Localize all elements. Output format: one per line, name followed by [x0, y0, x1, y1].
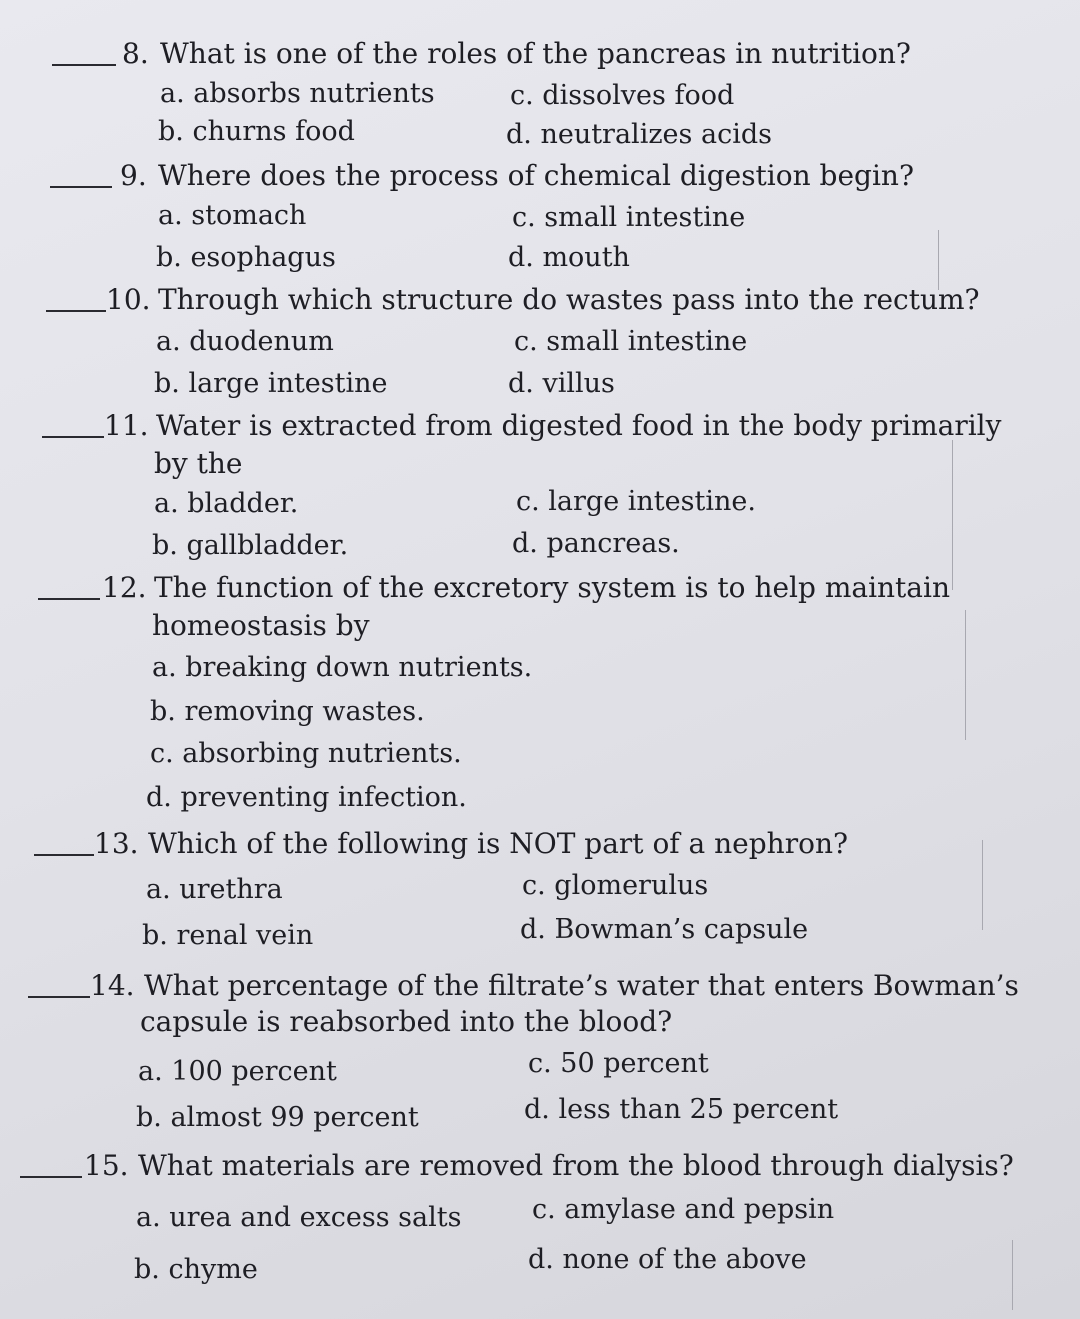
option-b: b. chyme [134, 1254, 258, 1285]
option-d: d. mouth [508, 242, 630, 273]
question-stem-continued: by the [154, 447, 243, 480]
question-11 [0, 406, 1060, 561]
question-number: 10. [106, 283, 151, 316]
question-number: 8. [122, 37, 149, 70]
option-c: c. dissolves food [510, 80, 735, 111]
question-9 [0, 156, 1060, 273]
question-stem: What is one of the roles of the pancreas in nutrition? [160, 37, 911, 70]
option-c: c. glomerulus [522, 870, 709, 901]
option-c: c. small intestine [514, 326, 748, 357]
option-d: d. villus [508, 368, 615, 399]
option-b: b. large intestine [154, 368, 388, 399]
option-c: c. amylase and pepsin [532, 1194, 835, 1225]
option-b: b. renal vein [142, 920, 314, 951]
question-8 [0, 34, 1060, 150]
option-d: d. less than 25 percent [524, 1094, 839, 1125]
option-d: d. neutralizes acids [506, 119, 772, 150]
question-stem: Where does the process of chemical digestion begin? [158, 159, 914, 192]
question-15 [0, 1146, 1060, 1285]
question-number: 11. [104, 409, 149, 442]
question-number: 12. [102, 571, 147, 604]
answer-blank-10[interactable] [46, 310, 106, 312]
option-a: a. duodenum [156, 326, 334, 357]
question-stem: Water is extracted from digested food in the body primarily [156, 409, 1002, 442]
option-b: b. removing wastes. [150, 696, 425, 727]
answer-blank-9[interactable] [50, 186, 112, 188]
option-a: a. 100 percent [138, 1056, 337, 1087]
question-14 [0, 966, 1060, 1133]
question-stem: The function of the excretory system is to help maintain [154, 571, 950, 604]
option-b: b. gallbladder. [152, 530, 349, 561]
margin-mark [965, 610, 966, 740]
option-d: d. Bowman’s capsule [520, 914, 809, 945]
question-stem-continued: capsule is reabsorbed into the blood? [140, 1005, 673, 1038]
question-number: 14. [90, 969, 135, 1002]
option-b: b. almost 99 percent [136, 1102, 419, 1133]
answer-blank-15[interactable] [20, 1176, 82, 1178]
question-number: 9. [120, 159, 147, 192]
option-a: a. urea and excess salts [136, 1202, 462, 1233]
option-a: a. stomach [158, 200, 307, 231]
option-b: b. esophagus [156, 242, 336, 273]
answer-blank-12[interactable] [38, 598, 100, 600]
question-stem: What percentage of the filtrate’s water that enters Bowman’s [144, 969, 1019, 1002]
option-c: c. small intestine [512, 202, 746, 233]
margin-mark [1012, 1240, 1013, 1310]
question-stem: Which of the following is NOT part of a nephron? [148, 827, 848, 860]
answer-blank-11[interactable] [42, 436, 104, 438]
question-number: 15. [84, 1149, 129, 1182]
option-a: a. bladder. [154, 488, 299, 519]
option-c: c. large intestine. [516, 486, 756, 517]
option-d: d. preventing infection. [146, 782, 467, 813]
option-a: a. urethra [146, 874, 283, 905]
option-d: d. none of the above [528, 1244, 807, 1275]
question-stem-continued: homeostasis by [152, 609, 370, 642]
answer-blank-8[interactable] [52, 64, 116, 66]
question-number: 13. [94, 827, 139, 860]
option-c: c. absorbing nutrients. [150, 738, 462, 769]
answer-blank-14[interactable] [28, 996, 90, 998]
answer-blank-13[interactable] [34, 854, 94, 856]
option-a: a. absorbs nutrients [160, 78, 435, 109]
question-12 [0, 568, 1060, 813]
question-10 [0, 280, 1060, 399]
question-stem: Through which structure do wastes pass into the rectum? [158, 283, 980, 316]
option-d: d. pancreas. [512, 528, 680, 559]
question-stem: What materials are removed from the blood through dialysis? [138, 1149, 1014, 1182]
option-b: b. churns food [158, 116, 355, 147]
option-a: a. breaking down nutrients. [152, 652, 533, 683]
question-13 [0, 824, 1060, 951]
option-c: c. 50 percent [528, 1048, 709, 1079]
